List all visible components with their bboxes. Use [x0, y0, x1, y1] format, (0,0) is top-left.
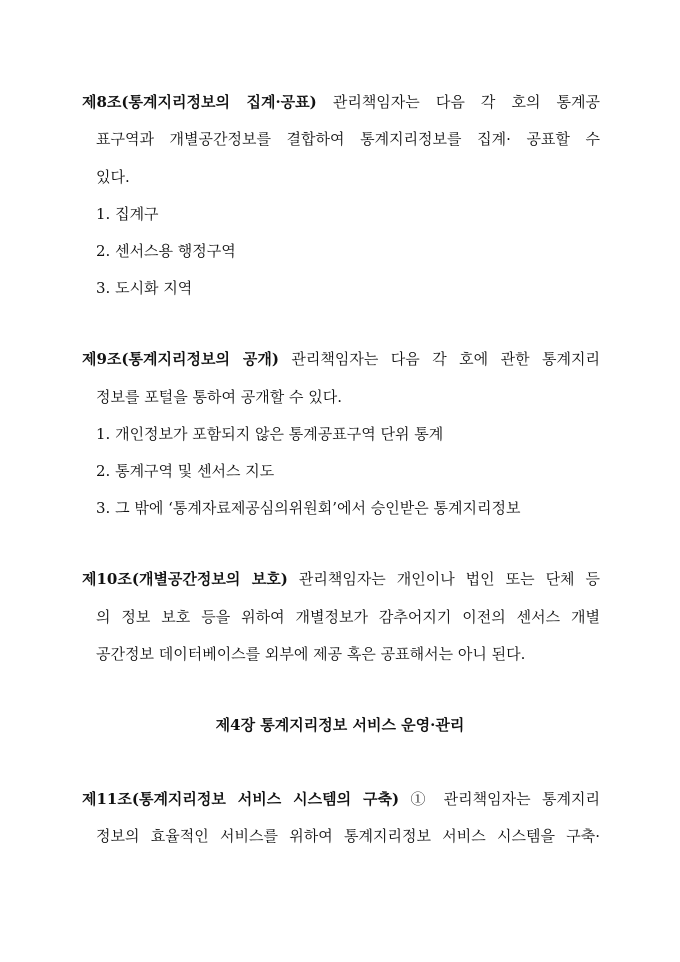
article8-heading: 제8조(통계지리정보의 집계·공표) — [82, 93, 317, 111]
article8-line2: 표구역과 개별공간정보를 결합하여 통계지리정보를 집계· 공표할 수 — [96, 130, 600, 148]
article11-text-1: ① 관리책임자는 통계지리 — [399, 790, 600, 808]
article9-text-1: 관리책임자는 다음 각 호에 관한 통계지리 — [278, 350, 600, 368]
article10-text-1: 관리책임자는 개인이나 법인 또는 단체 등 — [287, 570, 600, 588]
article9-line2: 정보를 포털을 통하여 공개할 수 있다. — [96, 388, 342, 406]
article9-line1 — [82, 348, 600, 370]
article8-line1 — [82, 91, 600, 113]
article8-line3: 있다. — [96, 168, 130, 186]
article8-item-3: 3. 도시화 지역 — [96, 279, 193, 297]
article8-item-1: 1. 집계구 — [96, 205, 159, 223]
article9-item-3: 3. 그 밖에 ‘통계자료제공심의위원회’에서 승인받은 통계지리정보 — [96, 499, 521, 517]
article11-line1 — [82, 788, 600, 810]
chapter4-title: 제4장 통계지리정보 서비스 운영·관리 — [215, 716, 465, 734]
article10-line1 — [82, 568, 600, 590]
article8-item-2: 2. 센서스용 행정구역 — [96, 242, 236, 260]
article9-item-1: 1. 개인정보가 포함되지 않은 통계공표구역 단위 통계 — [96, 425, 444, 443]
article10-heading: 제10조(개별공간정보의 보호) — [82, 570, 288, 588]
article9-heading: 제9조(통계지리정보의 공개) — [82, 350, 279, 368]
article9-item-2: 2. 통계구역 및 센서스 지도 — [96, 462, 275, 480]
article11-heading: 제11조(통계지리정보 서비스 시스템의 구축) — [82, 790, 400, 808]
article10-line2: 의 정보 보호 등을 위하여 개별정보가 감추어지기 이전의 센서스 개별 — [96, 608, 600, 626]
article8-text-1: 관리책임자는 다음 각 호의 통계공 — [316, 93, 601, 111]
article11-line2: 정보의 효율적인 서비스를 위하여 통계지리정보 서비스 시스템을 구축· — [96, 827, 600, 845]
article10-line3: 공간정보 데이터베이스를 외부에 제공 혹은 공표해서는 아니 된다. — [96, 645, 526, 663]
